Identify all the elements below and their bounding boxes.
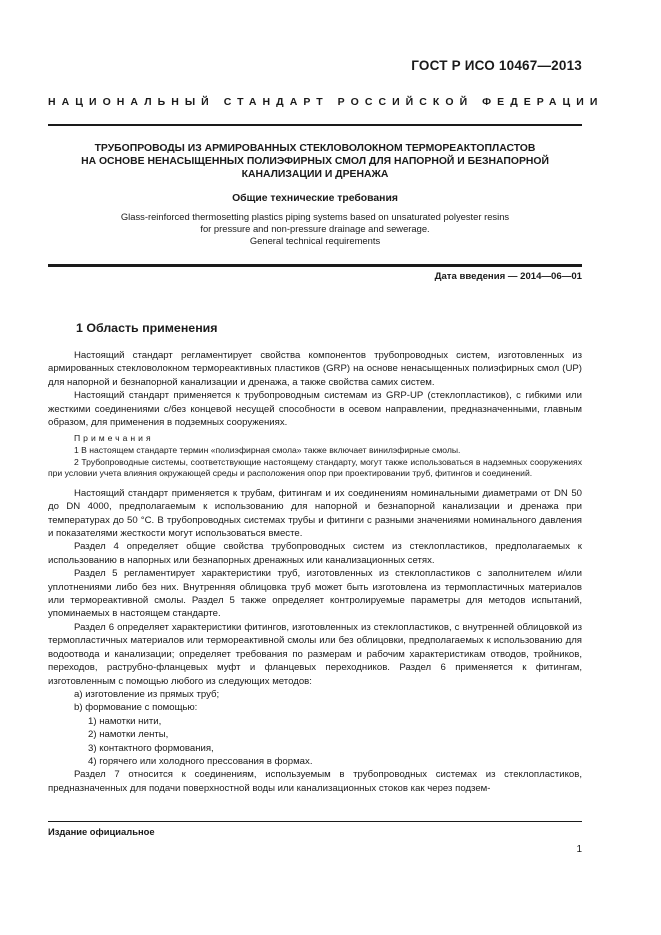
list-item: 4) горячего или холодного прессования в формах. — [88, 755, 313, 767]
top-divider — [48, 124, 582, 126]
national-standard-banner: НАЦИОНАЛЬНЫЙ СТАНДАРТ РОССИЙСКОЙ ФЕДЕРАЦИИ — [48, 96, 604, 108]
method-list — [48, 688, 582, 715]
section-heading: 1 Область применения — [76, 321, 218, 335]
paragraph: Настоящий стандарт применяется к трубопроводным системам из GRP-UP (стеклопластиков), с гибкими или жесткими соединениями с/без концевой несущей способности в осевом направлении, предназначенными, главным образом, для применения в подземных сооружениях. — [48, 390, 582, 429]
document-title-en — [48, 211, 582, 247]
footer-divider — [48, 821, 582, 822]
paragraph: Настоящий стандарт регламентирует свойства компонентов трубопроводных систем, изготовленных из армированных стекловолокном термореактивных пластиков (GRP) на основе ненасыщенных полиэфирных смол (UP) для напорной и безнапорной канализации и дренажа, а также свойства самих систем. — [48, 350, 582, 388]
title-divider — [48, 264, 582, 267]
introduction-date: Дата введения — 2014—06—01 — [434, 271, 582, 282]
title-en-line: General technical requirements — [249, 235, 381, 246]
note-item: 2 Трубопроводные системы, соответствующие настоящему стандарту, могут также использоваться в надземных сооружениях при условии учета влияния окружающей среды и расположения опор при проектировании труб, фитингов и соединений. — [48, 456, 582, 479]
list-item: 3) контактного формования, — [88, 742, 214, 754]
document-title-ru — [48, 142, 582, 181]
paragraph: Раздел 4 определяет общие свойства трубопроводных систем из стеклопластиков, предполагаемых к использованию в напорных или безнапорных дренажных или канализационных сетях. — [48, 541, 582, 566]
forming-method-list — [48, 715, 582, 769]
title-ru-line: ТРУБОПРОВОДЫ ИЗ АРМИРОВАННЫХ СТЕКЛОВОЛОКНОМ ТЕРМОРЕАКТОПЛАСТОВ — [94, 143, 536, 154]
list-item: 1) намотки нити, — [88, 715, 162, 727]
paragraph: Раздел 6 определяет характеристики фитингов, изготовленных из стеклопластиков, с внутренней облицовкой из термопластичных материалов или термореактивной смолы или без облицовки, предполагаемых к использованию для водоотвода и канализации; определяет требования по размерам и рабочим характеристикам отводов, тройников, переходов, раструбно-фланцевых муфт и фланцевых переходников. Раздел 6 применяется к фитингам, изготовленным с помощью любого из следующих методов: — [48, 621, 582, 687]
list-item: а) изготовление из прямых труб; — [74, 688, 220, 700]
title-en-line: for pressure and non-pressure drainage and sewerage. — [200, 223, 430, 234]
paragraph: Настоящий стандарт применяется к трубам, фитингам и их соединениям номинальными диаметрами от DN 50 до DN 4000, предполагаемым к использованию для напорной и безнапорной канализации и дренажа при температурах до 50 °С. В трубопроводных системах трубы и фитинги с разными значениями номинального давления и показателями жесткости могут использоваться вместе. — [48, 487, 582, 540]
note-item: 1 В настоящем стандарте термин «полиэфирная смола» также включает винилэфирные смолы. — [74, 445, 461, 456]
paragraph: Раздел 5 регламентирует характеристики труб, изготовленных из стеклопластиков с заполнителем и/или уплотнениями либо без них. Внутренняя облицовка труб может быть изготовлена из термопластичных материалов или термореактивной смолы. Раздел 5 также определяет контролируемые параметры для методов испытаний, упоминаемых в настоящем стандарте. — [48, 568, 582, 620]
list-item: b) формование с помощью: — [74, 702, 198, 714]
paragraph: Раздел 7 относится к соединениям, используемым в трубопроводных системах из стеклопластиков, предназначенных для подачи поверхностной воды или канализационных стоков как через подзем- — [48, 769, 582, 794]
notes-block — [48, 433, 582, 479]
section-body — [48, 349, 582, 795]
page-number: 1 — [576, 844, 582, 855]
title-ru-line: НА ОСНОВЕ НЕНАСЫЩЕННЫХ ПОЛИЭФИРНЫХ СМОЛ ДЛЯ НАПОРНОЙ И БЕЗНАПОРНОЙ — [81, 156, 549, 167]
title-ru-line: КАНАЛИЗАЦИИ И ДРЕНАЖА — [241, 169, 389, 180]
document-subtitle-ru: Общие технические требования — [232, 193, 398, 204]
list-item: 2) намотки ленты, — [88, 729, 169, 741]
official-edition-label: Издание официальное — [48, 826, 155, 837]
standard-number: ГОСТ Р ИСО 10467—2013 — [411, 58, 582, 73]
title-en-line: Glass-reinforced thermosetting plastics piping systems based on unsaturated polyester resins — [120, 211, 510, 222]
notes-heading: Примечания — [74, 433, 154, 444]
